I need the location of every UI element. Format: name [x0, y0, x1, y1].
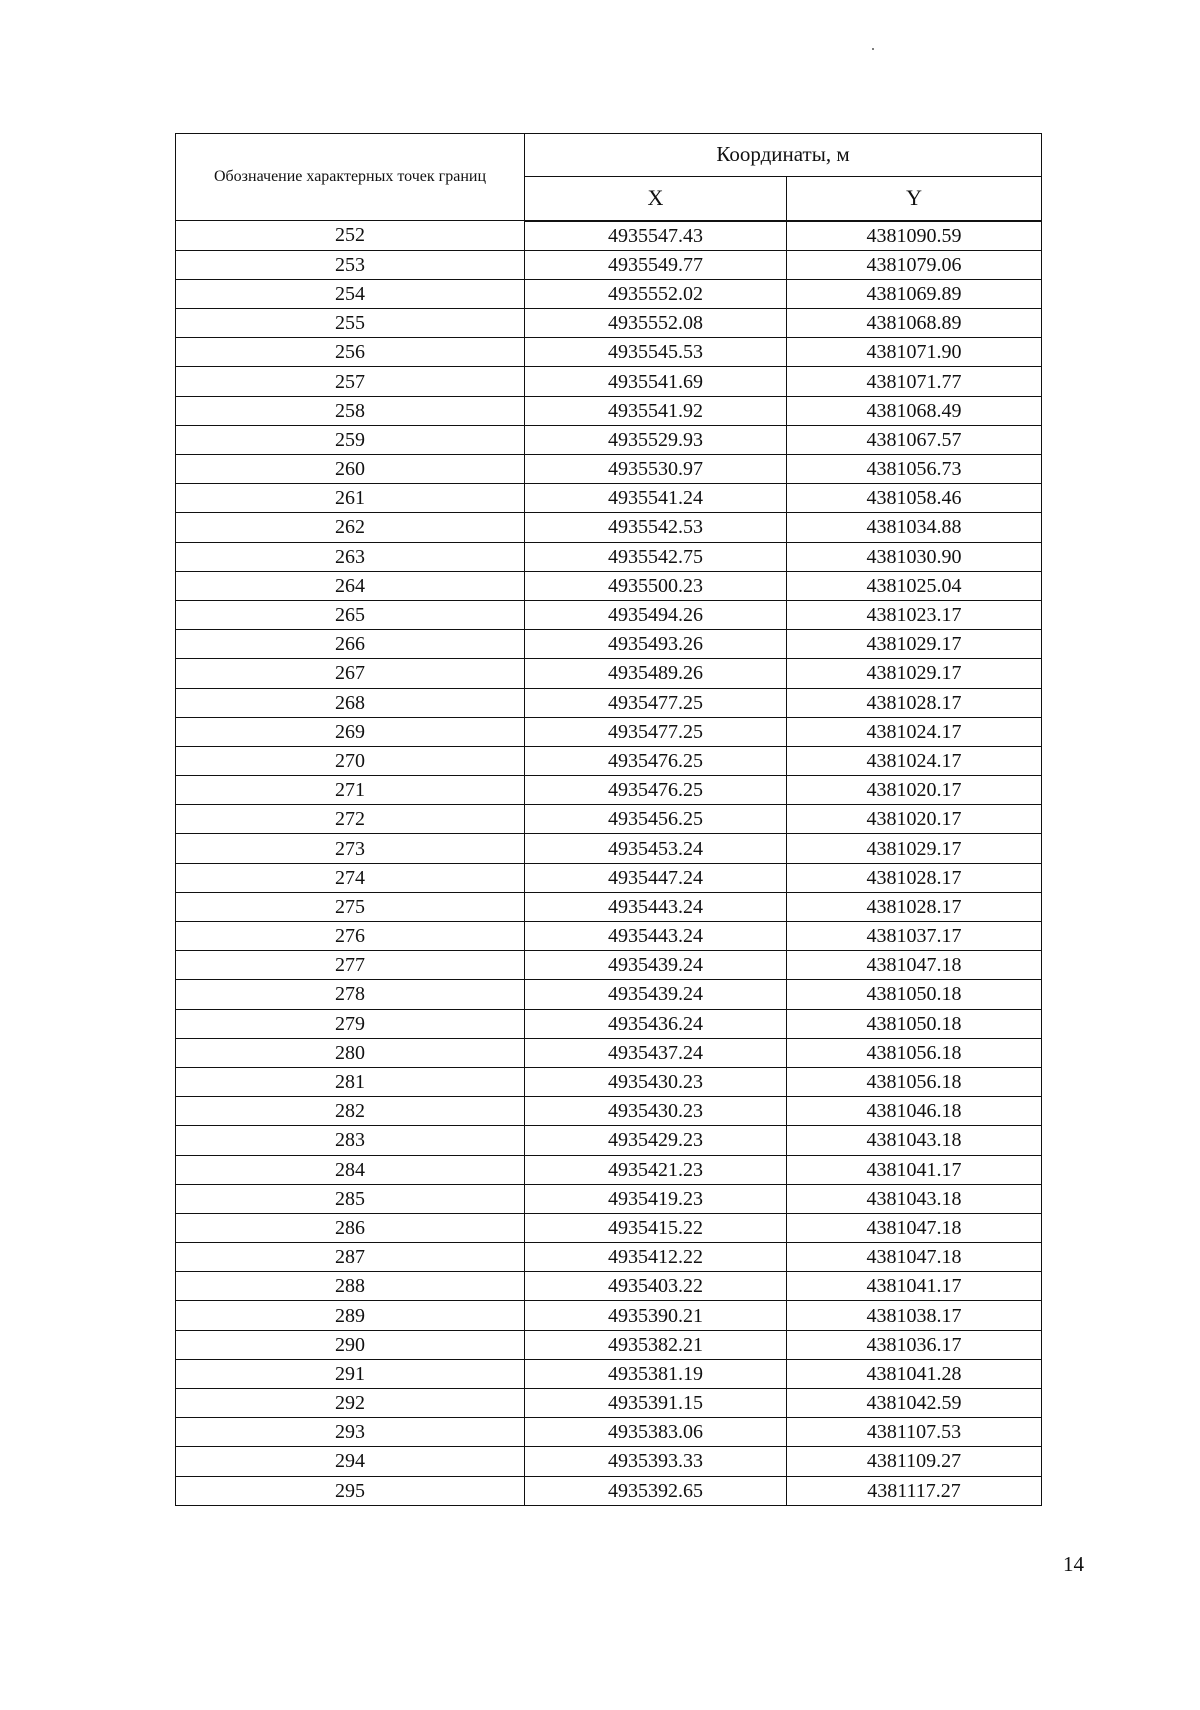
table-row: [176, 630, 1042, 659]
table-row: [176, 367, 1042, 396]
cell-point: 282: [176, 1097, 525, 1126]
cell-point: 280: [176, 1038, 525, 1067]
cell-x: 4935500.23: [525, 571, 787, 600]
cell-point: 272: [176, 805, 525, 834]
cell-point: 287: [176, 1243, 525, 1272]
cell-x: 4935439.24: [525, 980, 787, 1009]
table-row: [176, 396, 1042, 425]
table-row: [176, 659, 1042, 688]
cell-y: 4381068.89: [787, 309, 1042, 338]
table-row: [176, 834, 1042, 863]
cell-y: 4381050.18: [787, 980, 1042, 1009]
cell-point: 254: [176, 279, 525, 308]
cell-x: 4935476.25: [525, 746, 787, 775]
table-row: [176, 805, 1042, 834]
page-number: 14: [1063, 1552, 1084, 1576]
cell-point: 263: [176, 542, 525, 571]
table-row: [176, 951, 1042, 980]
table-row: [176, 1418, 1042, 1447]
cell-point: 264: [176, 571, 525, 600]
table-row: [176, 600, 1042, 629]
cell-x: 4935415.22: [525, 1213, 787, 1242]
header-x: X: [525, 176, 787, 220]
cell-point: 291: [176, 1359, 525, 1388]
cell-point: 283: [176, 1126, 525, 1155]
cell-x: 4935530.97: [525, 455, 787, 484]
cell-x: 4935443.24: [525, 922, 787, 951]
table-row: [176, 1184, 1042, 1213]
cell-y: 4381028.17: [787, 863, 1042, 892]
cell-point: 252: [176, 221, 525, 251]
cell-x: 4935477.25: [525, 688, 787, 717]
table-row: [176, 250, 1042, 279]
cell-x: 4935412.22: [525, 1243, 787, 1272]
table-body: [176, 221, 1042, 1506]
cell-x: 4935489.26: [525, 659, 787, 688]
cell-x: 4935392.65: [525, 1476, 787, 1505]
cell-y: 4381047.18: [787, 1213, 1042, 1242]
table-row: [176, 425, 1042, 454]
cell-x: 4935381.19: [525, 1359, 787, 1388]
cell-point: 281: [176, 1067, 525, 1096]
cell-y: 4381024.17: [787, 717, 1042, 746]
table-row: [176, 1213, 1042, 1242]
cell-x: 4935439.24: [525, 951, 787, 980]
cell-point: 256: [176, 338, 525, 367]
cell-y: 4381029.17: [787, 630, 1042, 659]
cell-y: 4381042.59: [787, 1389, 1042, 1418]
table-row: [176, 892, 1042, 921]
scan-speck: [872, 48, 874, 50]
cell-point: 292: [176, 1389, 525, 1418]
cell-point: 271: [176, 776, 525, 805]
table-row: [176, 1476, 1042, 1505]
table-row: [176, 542, 1042, 571]
cell-x: 4935382.21: [525, 1330, 787, 1359]
cell-point: 294: [176, 1447, 525, 1476]
cell-point: 288: [176, 1272, 525, 1301]
table-row: [176, 1067, 1042, 1096]
cell-y: 4381041.17: [787, 1155, 1042, 1184]
cell-point: 267: [176, 659, 525, 688]
table-row: [176, 1330, 1042, 1359]
cell-point: 290: [176, 1330, 525, 1359]
cell-y: 4381029.17: [787, 659, 1042, 688]
cell-y: 4381050.18: [787, 1009, 1042, 1038]
cell-point: 275: [176, 892, 525, 921]
cell-y: 4381067.57: [787, 425, 1042, 454]
cell-x: 4935436.24: [525, 1009, 787, 1038]
cell-x: 4935541.24: [525, 484, 787, 513]
cell-point: 270: [176, 746, 525, 775]
table-row: [176, 309, 1042, 338]
table-row: [176, 1359, 1042, 1388]
table-row: [176, 746, 1042, 775]
cell-point: 258: [176, 396, 525, 425]
table-row: [176, 1097, 1042, 1126]
cell-y: 4381047.18: [787, 951, 1042, 980]
table-row: [176, 1009, 1042, 1038]
cell-point: 260: [176, 455, 525, 484]
table-row: [176, 863, 1042, 892]
table-row: [176, 571, 1042, 600]
table-row: [176, 717, 1042, 746]
cell-point: 285: [176, 1184, 525, 1213]
cell-x: 4935430.23: [525, 1097, 787, 1126]
table-row: [176, 980, 1042, 1009]
table-row: [176, 484, 1042, 513]
header-coordinates: Координаты, м: [525, 134, 1042, 177]
cell-y: 4381036.17: [787, 1330, 1042, 1359]
cell-point: 266: [176, 630, 525, 659]
cell-y: 4381020.17: [787, 776, 1042, 805]
cell-point: 289: [176, 1301, 525, 1330]
cell-x: 4935476.25: [525, 776, 787, 805]
cell-x: 4935552.02: [525, 279, 787, 308]
cell-x: 4935390.21: [525, 1301, 787, 1330]
table-row: [176, 338, 1042, 367]
table-row: [176, 279, 1042, 308]
table-row: [176, 1272, 1042, 1301]
cell-y: 4381056.18: [787, 1038, 1042, 1067]
cell-y: 4381071.77: [787, 367, 1042, 396]
coordinates-table: [175, 133, 1042, 1506]
cell-point: 253: [176, 250, 525, 279]
cell-x: 4935453.24: [525, 834, 787, 863]
cell-y: 4381056.73: [787, 455, 1042, 484]
cell-point: 265: [176, 600, 525, 629]
cell-y: 4381030.90: [787, 542, 1042, 571]
cell-point: 273: [176, 834, 525, 863]
cell-point: 284: [176, 1155, 525, 1184]
table-row: [176, 688, 1042, 717]
table-header: [176, 134, 1042, 221]
table-row: [176, 1447, 1042, 1476]
cell-y: 4381024.17: [787, 746, 1042, 775]
cell-y: 4381046.18: [787, 1097, 1042, 1126]
cell-y: 4381068.49: [787, 396, 1042, 425]
table-row: [176, 1301, 1042, 1330]
header-y: Y: [787, 176, 1042, 220]
header-points: Обозначение характерных точек границ: [176, 134, 525, 221]
cell-x: 4935393.33: [525, 1447, 787, 1476]
cell-y: 4381037.17: [787, 922, 1042, 951]
cell-x: 4935391.15: [525, 1389, 787, 1418]
cell-y: 4381043.18: [787, 1126, 1042, 1155]
cell-x: 4935456.25: [525, 805, 787, 834]
cell-y: 4381056.18: [787, 1067, 1042, 1096]
table-row: [176, 221, 1042, 251]
cell-point: 295: [176, 1476, 525, 1505]
cell-point: 278: [176, 980, 525, 1009]
cell-y: 4381034.88: [787, 513, 1042, 542]
cell-point: 293: [176, 1418, 525, 1447]
cell-y: 4381020.17: [787, 805, 1042, 834]
cell-y: 4381038.17: [787, 1301, 1042, 1330]
cell-x: 4935430.23: [525, 1067, 787, 1096]
cell-y: 4381109.27: [787, 1447, 1042, 1476]
table-row: [176, 922, 1042, 951]
cell-y: 4381028.17: [787, 892, 1042, 921]
cell-point: 262: [176, 513, 525, 542]
cell-y: 4381071.90: [787, 338, 1042, 367]
cell-point: 286: [176, 1213, 525, 1242]
table-row: [176, 1038, 1042, 1067]
cell-point: 257: [176, 367, 525, 396]
cell-x: 4935421.23: [525, 1155, 787, 1184]
cell-point: 277: [176, 951, 525, 980]
cell-y: 4381041.17: [787, 1272, 1042, 1301]
cell-point: 259: [176, 425, 525, 454]
cell-x: 4935447.24: [525, 863, 787, 892]
table-row: [176, 776, 1042, 805]
cell-point: 276: [176, 922, 525, 951]
cell-x: 4935547.43: [525, 221, 787, 251]
cell-y: 4381025.04: [787, 571, 1042, 600]
table-row: [176, 1243, 1042, 1272]
cell-x: 4935529.93: [525, 425, 787, 454]
cell-x: 4935383.06: [525, 1418, 787, 1447]
cell-y: 4381028.17: [787, 688, 1042, 717]
cell-point: 279: [176, 1009, 525, 1038]
cell-point: 274: [176, 863, 525, 892]
cell-point: 255: [176, 309, 525, 338]
cell-x: 4935542.75: [525, 542, 787, 571]
cell-y: 4381041.28: [787, 1359, 1042, 1388]
cell-y: 4381090.59: [787, 221, 1042, 251]
cell-y: 4381069.89: [787, 279, 1042, 308]
cell-y: 4381079.06: [787, 250, 1042, 279]
cell-x: 4935494.26: [525, 600, 787, 629]
cell-y: 4381043.18: [787, 1184, 1042, 1213]
cell-y: 4381047.18: [787, 1243, 1042, 1272]
cell-x: 4935545.53: [525, 338, 787, 367]
table-row: [176, 1389, 1042, 1418]
cell-point: 268: [176, 688, 525, 717]
cell-x: 4935542.53: [525, 513, 787, 542]
table-row: [176, 455, 1042, 484]
table-row: [176, 1126, 1042, 1155]
cell-y: 4381117.27: [787, 1476, 1042, 1505]
cell-x: 4935403.22: [525, 1272, 787, 1301]
cell-y: 4381058.46: [787, 484, 1042, 513]
cell-x: 4935552.08: [525, 309, 787, 338]
cell-point: 261: [176, 484, 525, 513]
cell-x: 4935477.25: [525, 717, 787, 746]
cell-x: 4935437.24: [525, 1038, 787, 1067]
cell-x: 4935541.69: [525, 367, 787, 396]
cell-x: 4935549.77: [525, 250, 787, 279]
cell-x: 4935541.92: [525, 396, 787, 425]
cell-x: 4935429.23: [525, 1126, 787, 1155]
cell-y: 4381029.17: [787, 834, 1042, 863]
cell-y: 4381107.53: [787, 1418, 1042, 1447]
cell-y: 4381023.17: [787, 600, 1042, 629]
table-row: [176, 513, 1042, 542]
cell-x: 4935493.26: [525, 630, 787, 659]
cell-x: 4935419.23: [525, 1184, 787, 1213]
cell-point: 269: [176, 717, 525, 746]
table-row: [176, 1155, 1042, 1184]
cell-x: 4935443.24: [525, 892, 787, 921]
